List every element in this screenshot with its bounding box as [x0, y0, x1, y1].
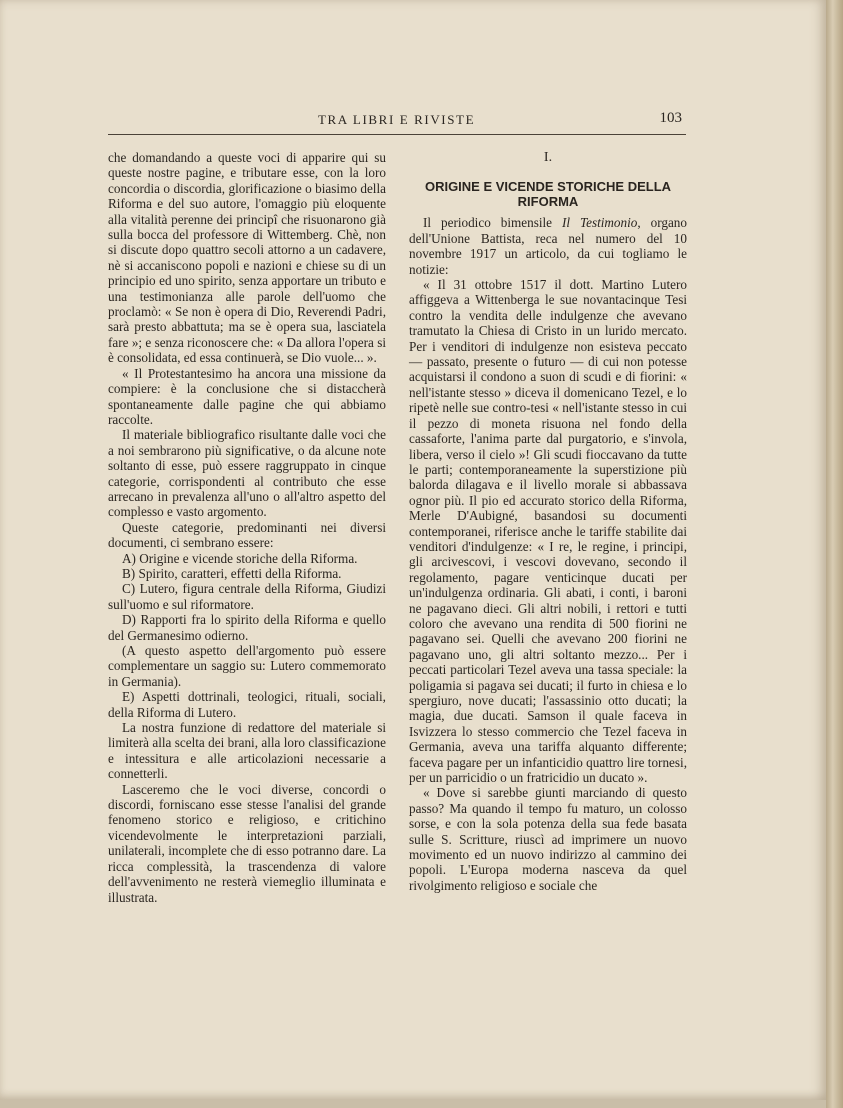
category-item — [108, 551, 386, 566]
paragraph: La nostra funzione di redattore del materiale si limiterà alla scelta dei brani, alla loro classificazione e intessitura e alle articolazioni necessarie a connetterli. — [108, 720, 386, 782]
left-column — [108, 150, 386, 905]
category-note — [108, 643, 386, 689]
category-label: E) — [122, 689, 135, 705]
paragraph: « Dove si sarebbe giunti marciando di questo passo? Ma quando il tempo fu maturo, un colosso sorse, e con la sola potenza della sua fede basata sulle S. Scritture, riuscì ad imprimere un nuovo movimento ed un nuovo indirizzo al cammino dei popoli. L'Europa moderna nasceva da quel rivolgimento religioso e sociale che — [409, 785, 687, 893]
page-number: 103 — [659, 110, 682, 126]
section-number: I. — [543, 150, 553, 165]
paragraph: « Il 31 ottobre 1517 il dott. Martino Lutero affiggeva a Wittenberga le sue novantacinque Tesi contro la vendita delle indulgenze che avevano tramutato la Chiesa di Cristo in un lurido mercato. Per i venditori di indulgenze non esisteva peccato — passato, presente o futuro — di cui non potesse acquistarsi il condono a suon di scudi e di fiorini: « nell'istante stesso » diceva il domenicano Tezel, e lo ripetè nelle sue contro-tesi « nell'istante stesso in cui il pezzo di moneta risuona nel fondo della cassaforte, l'anima parte dal purgatorio, e s'invola, libera, verso il cielo »! Gli scudi fioccavano da tutte le parti; contemporaneamente la superstizione più balorda dilagava e il livello morale si abbassava ognor più. Il pio ed accurato storico della Riforma, Merle D'Aubigné, basandosi su documenti contemporanei, riferisce anche le tariffe stabilite dai venditori d'indulgenze: « I re, le regine, i principi, gli arcivescovi, i vescovi dovevano, secondo il regolamento, pagare venticinque ducati per un'indulgenza ordinaria. Gli abati, i conti, i baroni ne pagavano dieci. Gli altri nobili, i rettori e tutti coloro che avevano una rendita di 500 fiorini ne pagavano sei. Quelli che avevano 200 fiorini ne pagavano uno, gli altri soltanto mezzo... Per i peccati particolari Tezel aveva una tassa speciale: la poligamia si pagava sei ducati; il furto in chiesa e lo spergiuro, nove ducati; l'assassinio otto ducati; la magia, due ducati. Samson il quale faceva in Isvizzera lo stesso commercio che Tezel faceva in Germania, aveva una tariffa alquanto differente; faceva pagare per un infanticidio quattro lire tornesi, per un parricidio o un fratricidio un ducato ». — [409, 277, 687, 786]
category-label — [108, 643, 122, 658]
category-label: C) — [122, 581, 136, 597]
category-text: Origine e vicende storiche della Riforma. — [139, 550, 358, 566]
running-title: TRA LIBRI E RIVISTE — [318, 112, 476, 127]
paragraph: Il materiale bibliografico risultante dalle voci che a noi sembrarono più significative, o da alcune note soltanto di esse, può essere raggruppato in cinque categorie, corrispondenti al contributo che esse arrecano in prevalenza all'uno o all'altro aspetto del complesso e vasto argomento. — [108, 427, 386, 520]
intro-paragraph — [409, 215, 687, 277]
category-item — [108, 612, 386, 643]
category-label: A) — [122, 550, 136, 566]
category-label: B) — [122, 565, 136, 581]
category-text: Spirito, caratteri, effetti della Riforma. — [138, 565, 342, 581]
page-edge — [826, 0, 843, 1108]
paragraph: Lasceremo che le voci diverse, concordi o discordi, forniscano esse stesse l'analisi del grande fenomeno storico e religioso, e critichino vicendevolmente le interpretazioni parziali, unilaterali, incomplete che di esso potranno dare. La ricca complessità, la trascendenza di valore dell'avvenimento ne resterà viemeglio illuminata e illustrata. — [108, 781, 386, 905]
paragraph: « Il Protestantesimo ha ancora una missione da compiere: è la conclusione che si distaccherà spontaneamente dalle pagine che qui abbiamo raccolte. — [108, 365, 386, 427]
category-item — [108, 566, 386, 581]
right-column — [409, 150, 687, 893]
paragraph: che domandando a queste voci di apparire qui su queste nostre pagine, e tributare esse, con la loro concordia o discordia, glorificazione o biasimo della Riforma e del suo autore, l'omaggio più eloquente alla vitalità perenne dei principî che risuonarono già sulla bocca del professore di Wittemberg. Chè, non si discute dopo quattro secoli attorno a un cadavere, nè si accaniscono popoli e nazioni e chiese su di un principio ed uno spirito, senza apportare un tributo e una testimonianza alle parole dell'uomo che proclamò: « Se non è opera di Dio, Reverendi Padri, sarà presto abbattuta; ma se è opera sua, lasciatela fare »; e senza riconoscere che: « Da allora l'opera si è consolidata, ed essa continuerà, se Dio vuole... ». — [108, 150, 386, 366]
category-label: D) — [122, 612, 136, 628]
category-text: Aspetti dottrinali, teologici, rituali, sociali, della Riforma di Lutero. — [108, 689, 386, 720]
intro-text: , organo dell'Unione Battista, reca nel numero del 10 novembre 1917 un articolo, da cui togliamo le notizie: — [409, 215, 687, 277]
intro-text: Il periodico bimensile — [423, 215, 562, 231]
category-text: Rapporti fra lo spirito della Riforma e quello del Germanesimo odierno. — [108, 612, 387, 643]
page-header — [108, 110, 686, 135]
paragraph: Queste categorie, predominanti nei diversi documenti, ci sembrano essere: — [108, 519, 386, 551]
category-item — [108, 581, 386, 612]
category-text: Lutero, figura centrale della Riforma, Giudizi sull'uomo e sul riformatore. — [108, 581, 386, 612]
category-text: (A questo aspetto dell'argomento può essere complementare un saggio su: Lutero commemorato in Germania). — [108, 643, 386, 689]
periodical-title: Il Testimonio — [561, 215, 638, 231]
category-item — [108, 689, 386, 720]
section-title: ORIGINE E VICENDE STORICHE DELLA RIFORMA — [424, 179, 672, 210]
